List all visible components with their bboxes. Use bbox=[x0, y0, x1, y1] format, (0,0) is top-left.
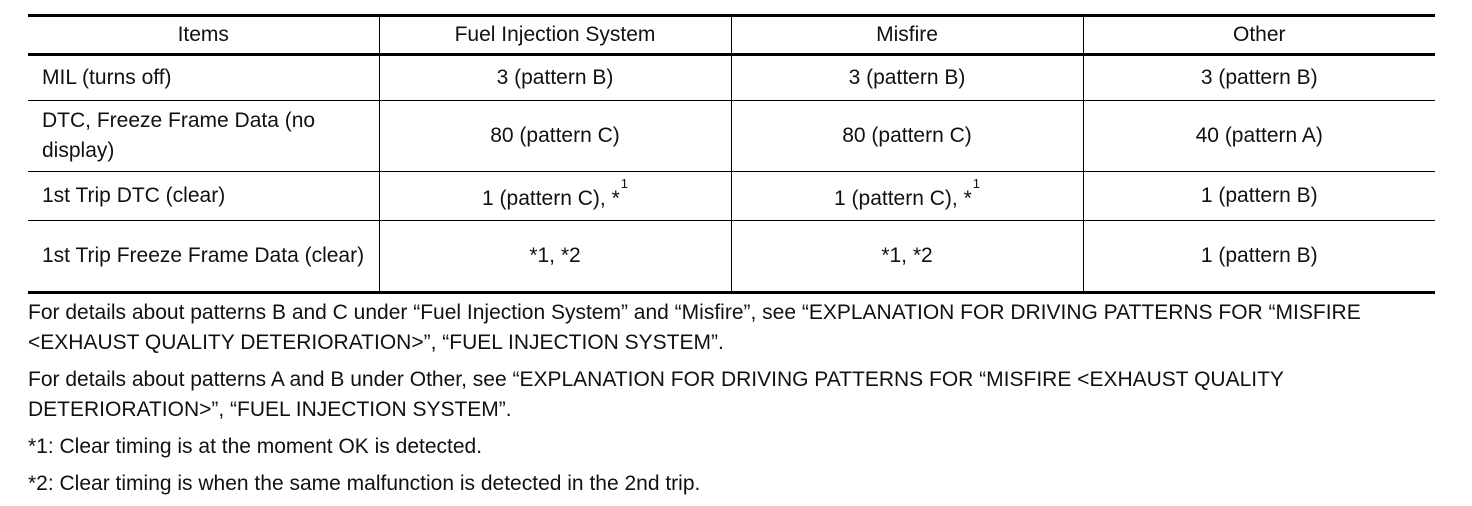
other-value: 3 (pattern B) bbox=[1083, 55, 1435, 101]
fuel-injection-value: 80 (pattern C) bbox=[379, 101, 731, 172]
note-patterns-b-c: For details about patterns B and C under “Fuel Injection System” and “Misfire”, see “EXPLANATION FOR DRIVING PATTERNS FOR “MISFIRE <EXHAUST QUALITY DETERIORATION>”, “FUEL INJECTION SYSTEM”. bbox=[28, 301, 1361, 354]
table-row bbox=[28, 221, 1435, 293]
row-item-label: DTC, Freeze Frame Data (no display) bbox=[28, 101, 379, 172]
misfire-value: *1, *2 bbox=[731, 221, 1083, 293]
footnote-1: *1: Clear timing is at the moment OK is detected. bbox=[28, 435, 483, 458]
footnote-2: *2: Clear timing is when the same malfunction is detected in the 2nd trip. bbox=[28, 472, 701, 495]
misfire-cell bbox=[731, 172, 1083, 221]
fuel-injection-value: 1 (pattern C), * bbox=[482, 187, 620, 210]
row-item-label: 1st Trip DTC (clear) bbox=[28, 172, 379, 221]
other-value: 1 (pattern B) bbox=[1083, 172, 1435, 221]
clear-conditions-table bbox=[28, 14, 1435, 294]
header-fuel-injection-system: Fuel Injection System bbox=[379, 16, 731, 55]
header-misfire: Misfire bbox=[731, 16, 1083, 55]
table-header-row bbox=[28, 16, 1435, 55]
table-row bbox=[28, 55, 1435, 101]
header-items: Items bbox=[28, 16, 379, 55]
misfire-value: 80 (pattern C) bbox=[731, 101, 1083, 172]
fuel-injection-cell bbox=[379, 172, 731, 221]
other-value: 1 (pattern B) bbox=[1083, 221, 1435, 293]
other-value: 40 (pattern A) bbox=[1083, 101, 1435, 172]
fuel-injection-value: *1, *2 bbox=[379, 221, 731, 293]
row-item-label: MIL (turns off) bbox=[28, 55, 379, 101]
misfire-value: 3 (pattern B) bbox=[731, 55, 1083, 101]
footnote-ref: 1 bbox=[620, 176, 628, 191]
note-patterns-a-b: For details about patterns A and B under Other, see “EXPLANATION FOR DRIVING PATTERNS FOR “MISFIRE <EXHAUST QUALITY DETERIORATION>”, “FUEL INJECTION SYSTEM”. bbox=[28, 368, 1284, 421]
fuel-injection-value: 3 (pattern B) bbox=[379, 55, 731, 101]
table-row bbox=[28, 101, 1435, 172]
header-other: Other bbox=[1083, 16, 1435, 55]
misfire-value: 1 (pattern C), * bbox=[834, 187, 972, 210]
table-notes bbox=[28, 298, 1435, 499]
table-row bbox=[28, 172, 1435, 221]
document-page bbox=[28, 14, 1435, 506]
footnote-ref: 1 bbox=[972, 176, 980, 191]
row-item-label: 1st Trip Freeze Frame Data (clear) bbox=[28, 221, 379, 293]
